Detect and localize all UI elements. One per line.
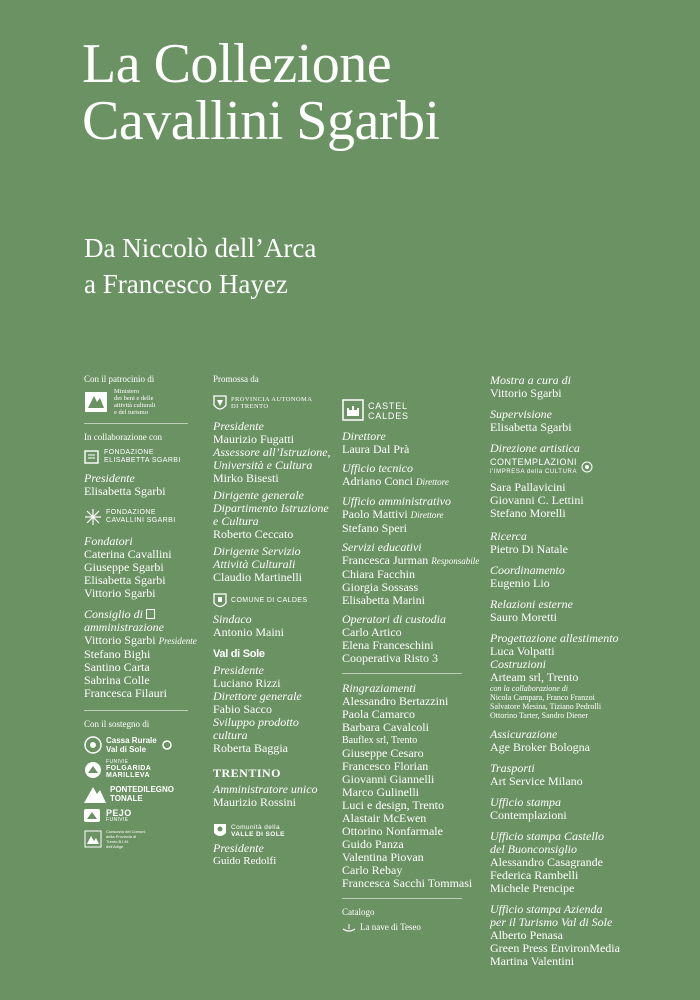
fondazione-book-icon xyxy=(84,449,100,465)
role-label: Sindaco xyxy=(213,612,252,626)
trentino-logo xyxy=(213,767,331,780)
role-label: Presidente xyxy=(213,663,264,677)
person-name: Elisabetta Marini xyxy=(342,593,425,607)
pejo-line-2: FUNIVIE xyxy=(106,817,129,823)
person-name: Stefano Bighi xyxy=(84,647,151,661)
tecnico-tag: Direttore xyxy=(416,477,449,487)
person-name: Sara Pallavicini xyxy=(490,480,566,494)
collaborazione-label: In collaborazione con xyxy=(84,432,162,442)
role-label: Ufficio stampa Castello xyxy=(490,829,604,843)
editore-text: La nave di Teseo xyxy=(360,922,421,932)
person-name: Roberto Ceccato xyxy=(213,527,294,541)
person-name: Maurizio Rossini xyxy=(213,795,296,809)
caldes-shield-icon xyxy=(213,592,227,610)
role-label: Università e Cultura xyxy=(213,458,313,472)
person-name: Vittorio Sgarbi xyxy=(84,586,156,600)
person-name: Francesca Filauri xyxy=(84,686,167,700)
educativi-tag: Responsabile xyxy=(431,556,480,566)
pejo-funivie-logo xyxy=(84,809,194,823)
person-name: Claudio Martinelli xyxy=(213,570,302,584)
role-label: Assicurazione xyxy=(490,727,558,741)
person-name: Alastair McEwen xyxy=(342,811,427,825)
person-name: Alessandro Bertazzini xyxy=(342,694,449,708)
role-label: Ufficio stampa xyxy=(490,795,561,809)
person-name: Ottorino Nonfarmale xyxy=(342,824,443,838)
ponte-line-1: PONTEDILEGNO xyxy=(110,785,175,794)
title-line-1: La Collezione xyxy=(82,33,392,95)
folgarida-line-3: MARILLEVA xyxy=(106,772,150,779)
person-name: Vittorio Sgarbi xyxy=(490,386,562,400)
role-label: Mostra a cura di xyxy=(490,373,571,387)
person-name: Marco Gulinelli xyxy=(342,785,419,799)
role-label: Presidente xyxy=(213,419,264,433)
person-name: Carlo Rebay xyxy=(342,863,403,877)
person-name: Nicola Campara, Franco Franzoi xyxy=(490,693,595,702)
role-label: Attività Culturali xyxy=(213,557,296,571)
person-name: Federica Rambelli xyxy=(490,868,579,882)
person-name: Guido Panza xyxy=(342,837,404,851)
castel-line-1: CASTEL xyxy=(368,401,408,411)
role-label: Presidente xyxy=(213,841,264,855)
role-label: Direttore xyxy=(342,429,386,443)
divider xyxy=(342,673,462,674)
subtitle-line-2: a Francesco Hayez xyxy=(84,269,288,299)
person-name: Stefano Speri xyxy=(342,521,407,535)
comunita-line-1: Comunità della xyxy=(231,824,280,831)
val-di-sole-logo-text: Val di Sole xyxy=(213,648,265,660)
pat-line-1: PROVINCIA AUTONOMA xyxy=(231,396,313,403)
star-emblem-icon xyxy=(84,508,102,526)
person-name: Giorgia Sossass xyxy=(342,580,419,594)
comunita-valle-di-sole-logo xyxy=(213,823,331,839)
promossa-label: Promossa da xyxy=(213,374,259,384)
cassa-rurale-logo xyxy=(84,736,194,754)
person-name: Elena Franceschini xyxy=(342,638,434,652)
mibac-emblem-icon xyxy=(84,390,110,414)
person-name: Luca Volpatti xyxy=(490,644,555,658)
fes-logo-line-1: FONDAZIONE xyxy=(104,449,154,456)
consiglio-tag: Presidente xyxy=(158,636,197,646)
person-name: Martina Valentini xyxy=(490,954,575,968)
person-name xyxy=(342,475,472,489)
box-glyph-icon xyxy=(146,609,155,619)
person-name: Barbara Cavalcoli xyxy=(342,720,429,734)
la-nave-di-teseo-logo xyxy=(342,922,472,933)
credits-column-1 xyxy=(84,374,197,855)
sostegno-label: Con il sostegno di xyxy=(84,719,150,729)
role-label: per il Turismo Val di Sole xyxy=(490,915,613,929)
divider xyxy=(84,710,188,711)
person-name xyxy=(342,508,472,522)
cassa-line-1: Cassa Rurale xyxy=(106,736,157,745)
role-label: Supervisione xyxy=(490,407,552,421)
patrocinio-label: Con il patrocinio di xyxy=(84,374,155,384)
role-label: Costruzioni xyxy=(490,657,547,671)
consorzio-text: Consorzio dei Comuni della Provincia di Trento B.I.M. dell'Adige xyxy=(106,829,146,849)
role-label: Dipartimento Istruzione xyxy=(213,501,329,515)
person-name: Eugenio Lio xyxy=(490,576,550,590)
pat-line-2: DI TRENTO xyxy=(231,403,269,410)
role-label: Fondatori xyxy=(84,534,133,548)
person-name: Giovanni C. Lettini xyxy=(490,493,584,507)
role-label: Sviluppo prodotto cultura xyxy=(213,715,299,742)
consorzio-bim-logo xyxy=(84,829,194,849)
title-line-2: Cavallini Sgarbi xyxy=(82,90,440,152)
contemplazioni-emblem-icon xyxy=(581,461,593,473)
sponsor-logos xyxy=(84,736,194,849)
person-name: Art Service Milano xyxy=(490,774,583,788)
person-name: Elisabetta Sgarbi xyxy=(84,484,166,498)
role-label: Presidente xyxy=(84,471,135,485)
coat-of-arms-icon xyxy=(213,393,227,413)
person-name: Giuseppe Sgarbi xyxy=(84,560,164,574)
poster-subtitle xyxy=(84,230,584,302)
trentino-logo-text: TRENTINO xyxy=(213,766,282,780)
divider xyxy=(84,423,188,424)
fondazione-cavallini-sgarbi-logo xyxy=(84,508,194,526)
role-label: Coordinamento xyxy=(490,563,565,577)
credits-column-3 xyxy=(342,396,480,936)
role-label: amministrazione xyxy=(84,620,165,634)
person-name xyxy=(84,633,197,648)
person-name: Arteam srl, Trento xyxy=(490,670,579,684)
mibac-line: e del turismo xyxy=(114,409,148,416)
person-name: Alessandro Casagrande xyxy=(490,855,603,869)
role-label: Amministratore unico xyxy=(213,782,318,796)
fes-logo-line-2: ELISABETTA SGARBI xyxy=(104,457,181,464)
credits-column-4 xyxy=(490,374,630,968)
ship-icon xyxy=(342,923,356,933)
mibac-line: attività culturali xyxy=(114,402,156,409)
person-name: Cooperativa Risto 3 xyxy=(342,651,438,665)
folgarida-line-1: FUNIVIE xyxy=(106,759,129,765)
person-name: Sauro Moretti xyxy=(490,610,557,624)
credits-column-2 xyxy=(213,374,331,868)
role-label: Ufficio amministrativo xyxy=(342,494,451,508)
role-label: Servizi educativi xyxy=(342,540,422,554)
person-name: Roberta Baggia xyxy=(213,741,288,755)
person-name: Contemplazioni xyxy=(490,808,567,822)
person-name: Chiara Facchin xyxy=(342,567,415,581)
castel-line-2: CALDES xyxy=(368,411,409,421)
person-name: Elisabetta Sgarbi xyxy=(84,573,166,587)
contemp-line-2: l’IMPRESA della CULTURA xyxy=(490,469,578,475)
role-label: Dirigente Servizio xyxy=(213,544,301,558)
fcs-logo-line-1: FONDAZIONE xyxy=(106,509,156,516)
mibac-line: Ministero xyxy=(114,388,140,395)
role-label: Ufficio stampa Azienda xyxy=(490,902,603,916)
sun-icon xyxy=(161,739,173,751)
person-name: Green Press EnvironMedia xyxy=(490,941,620,955)
pejo-icon xyxy=(84,809,102,823)
person-name: Sabrina Colle xyxy=(84,673,150,687)
pejo-line-1: PEJO xyxy=(106,808,132,818)
amm-name: Paolo Mattivi xyxy=(342,507,408,521)
person-name: Antonio Maini xyxy=(213,625,284,639)
role-label: Ufficio tecnico xyxy=(342,461,413,475)
pontedilegno-tonale-logo xyxy=(84,785,194,803)
consiglio-first: Vittorio Sgarbi xyxy=(84,633,156,647)
castle-icon xyxy=(342,399,364,423)
caldes-logo-text: COMUNE DI CALDES xyxy=(231,597,308,604)
mountain-icon xyxy=(84,785,106,803)
person-name: Santino Carta xyxy=(84,660,150,674)
person-name: Elisabetta Sgarbi xyxy=(490,420,572,434)
castel-caldes-logo xyxy=(342,399,472,423)
role-label: Assessore all’Istruzione, xyxy=(213,445,331,459)
person-name: Giovanni Giannelli xyxy=(342,772,435,786)
tecnico-name: Adriano Conci xyxy=(342,474,413,488)
comune-caldes-logo xyxy=(213,592,331,610)
person-name: Valentina Piovan xyxy=(342,850,424,864)
role-label: Ringraziamenti xyxy=(342,681,416,695)
role-label: Relazioni esterne xyxy=(490,597,573,611)
mibac-logo xyxy=(84,388,194,416)
mibac-line: dei beni e delle xyxy=(114,395,154,402)
consiglio-role-1: Consiglio di xyxy=(84,607,147,621)
role-label: Direzione artistica xyxy=(490,441,580,455)
person-name: Age Broker Bologna xyxy=(490,740,590,754)
cassa-line-2: Val di Sole xyxy=(106,745,147,754)
role-label: Ricerca xyxy=(490,529,527,543)
role-label: Dirigente generale xyxy=(213,488,304,502)
ponte-line-2: TONALE xyxy=(110,794,143,803)
person-name: Francesca Sacchi Tommasi xyxy=(342,876,473,890)
consorzio-emblem-icon xyxy=(84,830,102,848)
person-name xyxy=(342,553,480,568)
person-name: Ottorino Tarter, Sandro Diener xyxy=(490,711,589,720)
fondazione-elisabetta-sgarbi-logo xyxy=(84,449,194,465)
person-name: Maurizio Fugatti xyxy=(213,432,294,446)
fcs-logo-line-2: CAVALLINI SGARBI xyxy=(106,517,176,524)
role-label: del Buonconsiglio xyxy=(490,842,577,856)
amm-tag: Direttore xyxy=(410,510,444,520)
catalogo-label: Catalogo xyxy=(342,907,375,917)
person-name: Fabio Sacco xyxy=(213,702,272,716)
person-name: Mirko Bisesti xyxy=(213,471,279,485)
person-name: Francesco Florian xyxy=(342,759,429,773)
cassa-rurale-icon xyxy=(84,736,102,754)
comunita-shield-icon xyxy=(213,823,227,839)
val-di-sole-logo xyxy=(213,648,331,661)
educativi-first: Francesca Jurman xyxy=(342,553,429,567)
provincia-trento-logo xyxy=(213,393,331,413)
folgarida-line-2: FOLGARIDA xyxy=(106,765,152,772)
contemplazioni-logo xyxy=(490,457,630,477)
person-name: Giuseppe Cesaro xyxy=(342,746,424,760)
folgarida-icon xyxy=(84,761,102,779)
role-label: e Cultura xyxy=(213,514,259,528)
person-name: Salvatore Mesina, Tiziano Pedrolli xyxy=(490,702,602,711)
role-label: con la collaborazione di xyxy=(490,684,568,693)
poster-title xyxy=(82,33,692,152)
person-name: Guido Redolfi xyxy=(213,855,277,867)
person-name: Alberto Penasa xyxy=(490,928,563,942)
divider xyxy=(342,898,462,899)
person-name: Luci e design, Trento xyxy=(342,798,444,812)
person-name: Luciano Rizzi xyxy=(213,676,281,690)
person-name: Caterina Cavallini xyxy=(84,547,172,561)
contemp-line-1: CONTEMPLAZIONI xyxy=(490,457,578,467)
person-name: Michele Prencipe xyxy=(490,881,575,895)
person-name: Laura Dal Prà xyxy=(342,442,410,456)
role-label: Operatori di custodia xyxy=(342,612,446,626)
role-label: Trasporti xyxy=(490,761,535,775)
person-name: Stefano Morelli xyxy=(490,506,566,520)
role-label: Progettazione allestimento xyxy=(490,631,619,645)
person-name: Carlo Artico xyxy=(342,625,402,639)
folgarida-marilleva-logo xyxy=(84,760,194,779)
comunita-line-2: VALLE DI SOLE xyxy=(231,831,285,838)
person-name: Bauflex srl, Trento xyxy=(342,735,418,746)
subtitle-line-1: Da Niccolò dell’Arca xyxy=(84,233,317,263)
role-label: Direttore generale xyxy=(213,689,302,703)
person-name: Paola Camarco xyxy=(342,707,415,721)
person-name: Pietro Di Natale xyxy=(490,542,568,556)
